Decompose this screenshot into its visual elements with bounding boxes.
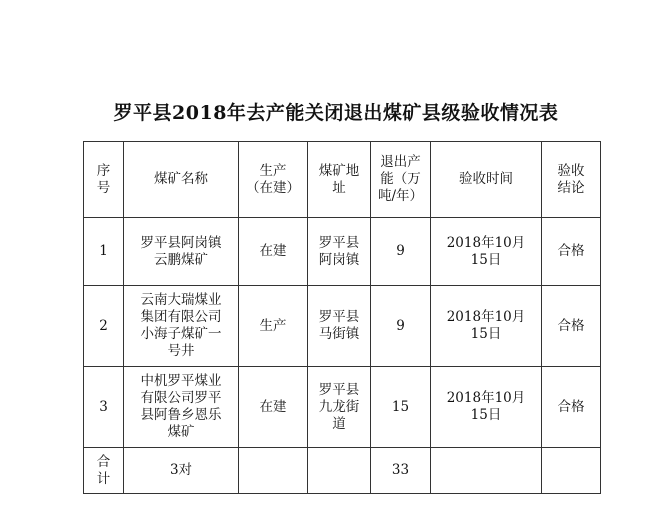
cell-date: 2018年10月 15日 [431,367,542,448]
table-row [84,367,601,448]
cell-mine-name: 云南大瑞煤业 集团有限公司 小海子煤矿一 号井 [124,286,239,367]
cell-mine-name: 中机罗平煤业 有限公司罗平 县阿鲁乡恩乐 煤矿 [124,367,239,448]
cell-conclusion: 合格 [542,286,601,367]
acceptance-table [83,141,601,494]
cell-status: 在建 [239,367,308,448]
table-row [84,218,601,286]
table-row [84,286,601,367]
header-row [84,142,601,218]
total-mine-count: 3对 [124,448,239,494]
total-address-empty [308,448,371,494]
header-capacity: 退出产 能（万 吨/年） [371,142,431,218]
header-seq: 序 号 [84,142,124,218]
cell-status: 在建 [239,218,308,286]
cell-mine-name: 罗平县阿岗镇 云鹏煤矿 [124,218,239,286]
header-address: 煤矿地 址 [308,142,371,218]
cell-address: 罗平县 马街镇 [308,286,371,367]
total-row [84,448,601,494]
cell-capacity: 9 [371,218,431,286]
header-date: 验收时间 [431,142,542,218]
cell-status: 生产 [239,286,308,367]
table-title: 罗平县2018年去产能关闭退出煤矿县级验收情况表 [113,102,559,124]
cell-address: 罗平县 九龙街 道 [308,367,371,448]
cell-address: 罗平县 阿岗镇 [308,218,371,286]
cell-date: 2018年10月 15日 [431,218,542,286]
cell-capacity: 15 [371,367,431,448]
total-label: 合 计 [84,448,124,494]
cell-conclusion: 合格 [542,367,601,448]
header-name: 煤矿名称 [124,142,239,218]
total-date-empty [431,448,542,494]
header-status: 生产 （在建） [239,142,308,218]
total-status-empty [239,448,308,494]
total-conclusion-empty [542,448,601,494]
total-capacity: 33 [371,448,431,494]
cell-capacity: 9 [371,286,431,367]
cell-conclusion: 合格 [542,218,601,286]
cell-date: 2018年10月 15日 [431,286,542,367]
cell-seq: 1 [84,218,124,286]
header-conclusion: 验收 结论 [542,142,601,218]
cell-seq: 2 [84,286,124,367]
cell-seq: 3 [84,367,124,448]
